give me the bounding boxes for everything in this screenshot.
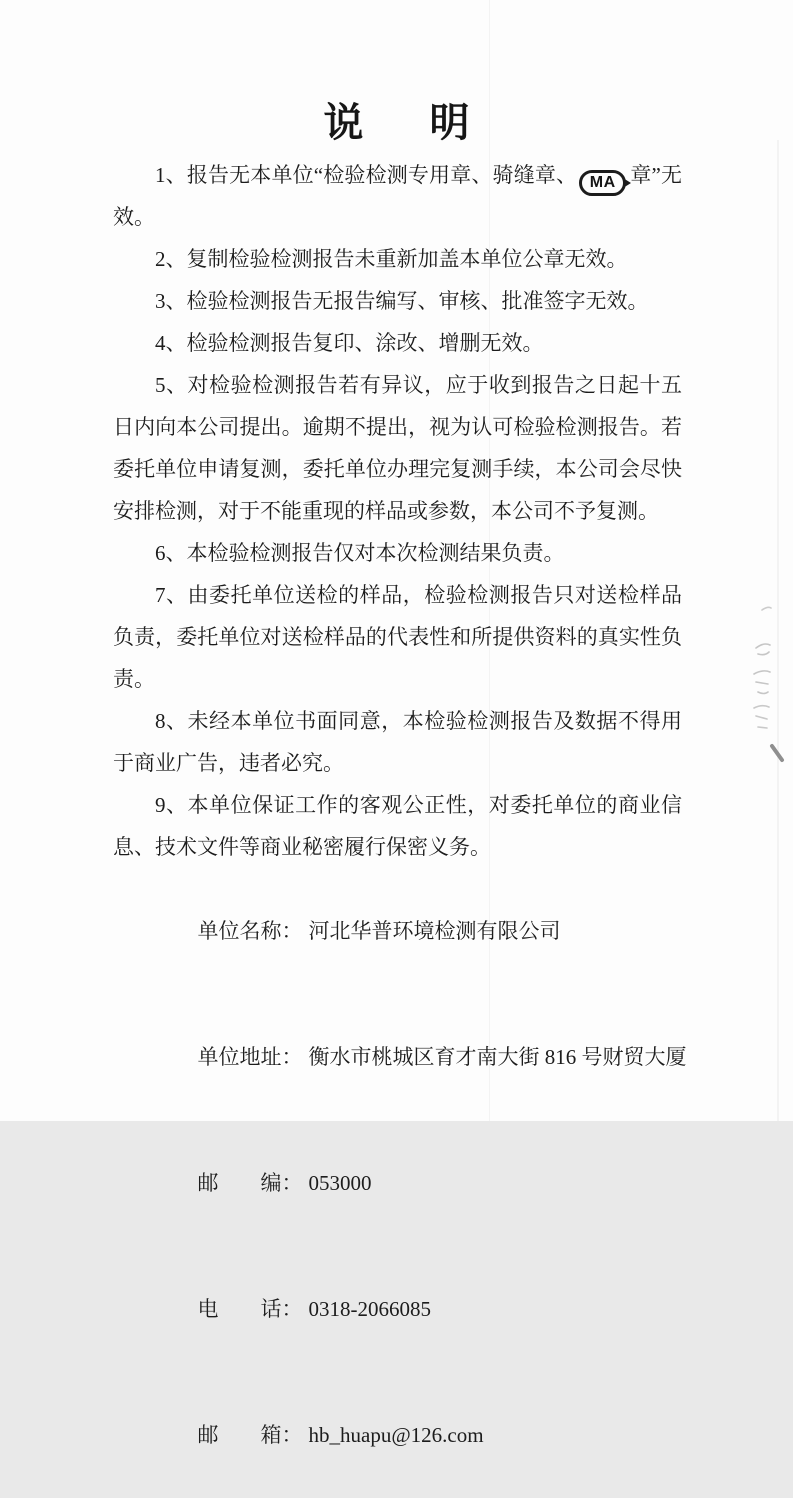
note-item-6: 6、本检验检测报告仅对本次检测结果负责。 — [155, 541, 565, 565]
phone-value: 0318-2066085 — [308, 1297, 431, 1321]
contact-section — [0, 868, 793, 1498]
company-address-value: 衡水市桃城区育才南大街 816 号财贸大厦 — [308, 1045, 687, 1069]
email-value: hb_huapu@126.com — [308, 1423, 484, 1447]
company-name-label: 单位名称： — [197, 919, 303, 943]
note-item-1 — [113, 154, 682, 238]
contact-row-email — [166, 1372, 682, 1498]
contact-row-phone — [166, 1246, 682, 1372]
cma-mark-label: MA — [589, 174, 616, 191]
title-char-2: 明 — [429, 100, 470, 145]
email-label: 邮 箱： — [197, 1423, 303, 1447]
cma-mark-icon — [579, 170, 626, 196]
note-item-7: 7、由委托单位送检的样品，检验检测报告只对送检样品负责，委托单位对送检样品的代表性和所提供资料的真实性负责。 — [113, 583, 682, 691]
note-item-8: 8、未经本单位书面同意，本检验检测报告及数据不得用于商业广告，违者必究。 — [113, 709, 682, 775]
contact-row-company-name — [166, 868, 682, 994]
contact-row-postal-code — [166, 1120, 682, 1246]
note-item-9: 9、本单位保证工作的客观公正性，对委托单位的商业信息、技术文件等商业秘密履行保密义务。 — [113, 793, 682, 859]
note-item-4: 4、检验检测报告复印、涂改、增删无效。 — [155, 331, 544, 355]
postal-code-label: 邮 编： — [197, 1171, 303, 1195]
note-1-prefix: 1、报告无本单位“检验检测专用章、骑缝章、 — [155, 163, 578, 187]
company-address-label: 单位地址： — [197, 1045, 303, 1069]
postal-code-value: 053000 — [308, 1171, 372, 1195]
note-item-2: 2、复制检验检测报告未重新加盖本单位公章无效。 — [155, 247, 628, 271]
note-1-suffix: 章”无效。 — [113, 163, 682, 229]
page-title — [0, 0, 793, 145]
contact-row-company-address — [166, 994, 687, 1120]
note-item-3: 3、检验检测报告无报告编写、审核、批准签字无效。 — [155, 289, 649, 313]
bleed-through-artifact — [742, 596, 786, 786]
company-name-value: 河北华普环境检测有限公司 — [308, 919, 561, 943]
title-char-1: 说 — [323, 100, 364, 145]
notes-section — [0, 154, 793, 868]
scan-fold-line — [489, 0, 490, 1121]
note-item-5: 5、对检验检测报告若有异议，应于收到报告之日起十五日内向本公司提出。逾期不提出，视为认可检验检测报告。若委托单位申请复测，委托单位办理完复测手续，本公司会尽快安排检测，对于不能重现的样品或参数，本公司不予复测。 — [113, 373, 682, 523]
phone-label: 电 话： — [197, 1297, 303, 1321]
